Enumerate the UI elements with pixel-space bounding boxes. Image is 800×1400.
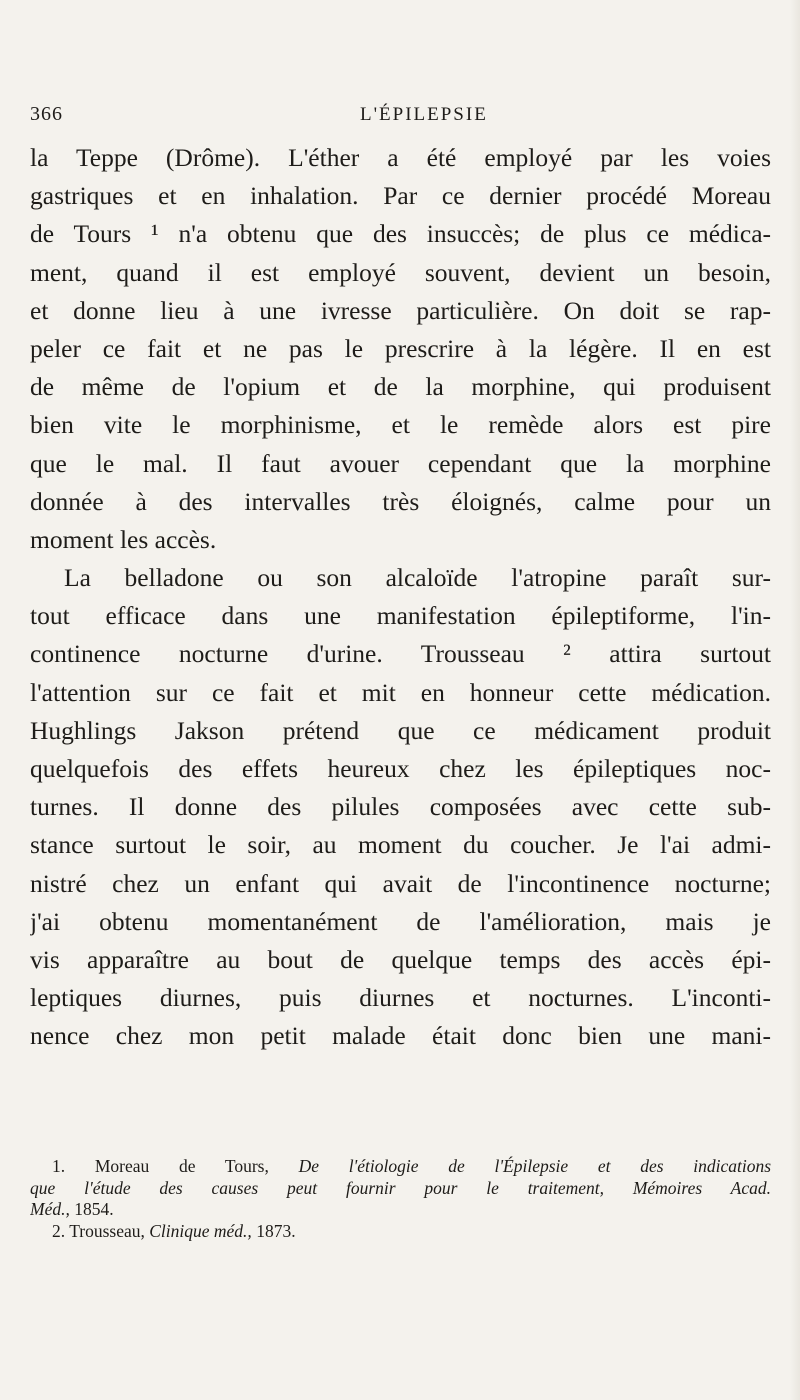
text-line: ment, quand il est employé souvent, devient un besoin, xyxy=(30,257,771,287)
footnote-series: Mémoires Acad. xyxy=(632,1177,771,1198)
footnote-year: 1873. xyxy=(256,1220,296,1241)
text-line: leptiques diurnes, puis diurnes et nocturnes. L'inconti- xyxy=(30,983,771,1013)
running-title: L'ÉPILEPSIE xyxy=(360,104,488,125)
footnote-author: Trousseau, xyxy=(69,1220,145,1241)
footnote-author: Moreau de Tours, xyxy=(94,1156,269,1176)
footnote-series: Méd., xyxy=(30,1199,70,1219)
footnote-year: 1854. xyxy=(74,1199,114,1219)
body-text xyxy=(30,139,771,1056)
text-line: nence chez mon petit malade était donc bien une mani- xyxy=(30,1021,771,1051)
text-line: et donne lieu à une ivresse particulière. On doit se rap- xyxy=(30,295,771,325)
text-line: moment les accès. xyxy=(30,524,217,554)
footnote-2 xyxy=(30,1221,771,1243)
text-line: Hughlings Jakson prétend que ce médicament produit xyxy=(30,715,771,745)
text-line: j'ai obtenu momentanément de l'amélioration, mais je xyxy=(30,906,771,936)
text-line: continence nocturne d'urine. Trousseau ² attira surtout xyxy=(30,639,771,669)
text-line: bien vite le morphinisme, et le remède alors est pire xyxy=(30,410,771,440)
text-line: quelquefois des effets heureux chez les épileptiques noc- xyxy=(30,754,771,783)
page-edge xyxy=(790,0,800,1400)
text-line: donnée à des intervalles très éloignés, calme pour un xyxy=(30,486,771,516)
text-line: tout efficace dans une manifestation épileptiforme, l'in- xyxy=(30,601,771,631)
text-line: que le mal. Il faut avouer cependant que la morphine xyxy=(30,448,771,478)
footnote-number: 1. xyxy=(52,1156,66,1176)
text-line: la Teppe (Drôme). L'éther a été employé par les voies xyxy=(30,143,771,172)
text-line: l'attention sur ce fait et mit en honneur cette médication. xyxy=(30,677,771,707)
text-line: nistré chez un enfant qui avait de l'incontinence nocturne; xyxy=(30,868,771,898)
text-line: stance surtout le soir, au moment du coucher. Je l'ai admi- xyxy=(30,830,771,860)
text-line: de Tours ¹ n'a obtenu que des insuccès; de plus ce médica- xyxy=(30,219,771,249)
footnote-title: Clinique méd., xyxy=(149,1220,252,1241)
footnote-title: De l'étiologie de l'Épilepsie et des indications xyxy=(298,1156,771,1176)
text-line: turnes. Il donne des pilules composées avec cette sub- xyxy=(30,792,771,822)
footnote-number: 2. xyxy=(52,1220,66,1241)
page-number: 366 xyxy=(30,103,63,125)
footnote-1-line-1 xyxy=(30,1156,771,1178)
footnotes xyxy=(30,1156,771,1242)
text-line: gastriques et en inhalation. Par ce dernier procédé Moreau xyxy=(30,181,771,211)
footnote-1-line-3 xyxy=(30,1199,771,1221)
text-line: La belladone ou son alcaloïde l'atropine paraît sur- xyxy=(64,563,771,593)
text-line: vis apparaître au bout de quelque temps des accès épi- xyxy=(30,944,771,974)
text-line: peler ce fait et ne pas le prescrire à la légère. Il en est xyxy=(30,333,771,363)
footnote-1-line-2 xyxy=(30,1178,771,1200)
running-head xyxy=(0,103,800,129)
footnote-title: que l'étude des causes peut fournir pour le traitement, xyxy=(30,1177,604,1198)
text-line: de même de l'opium et de la morphine, qui produisent xyxy=(30,372,771,402)
